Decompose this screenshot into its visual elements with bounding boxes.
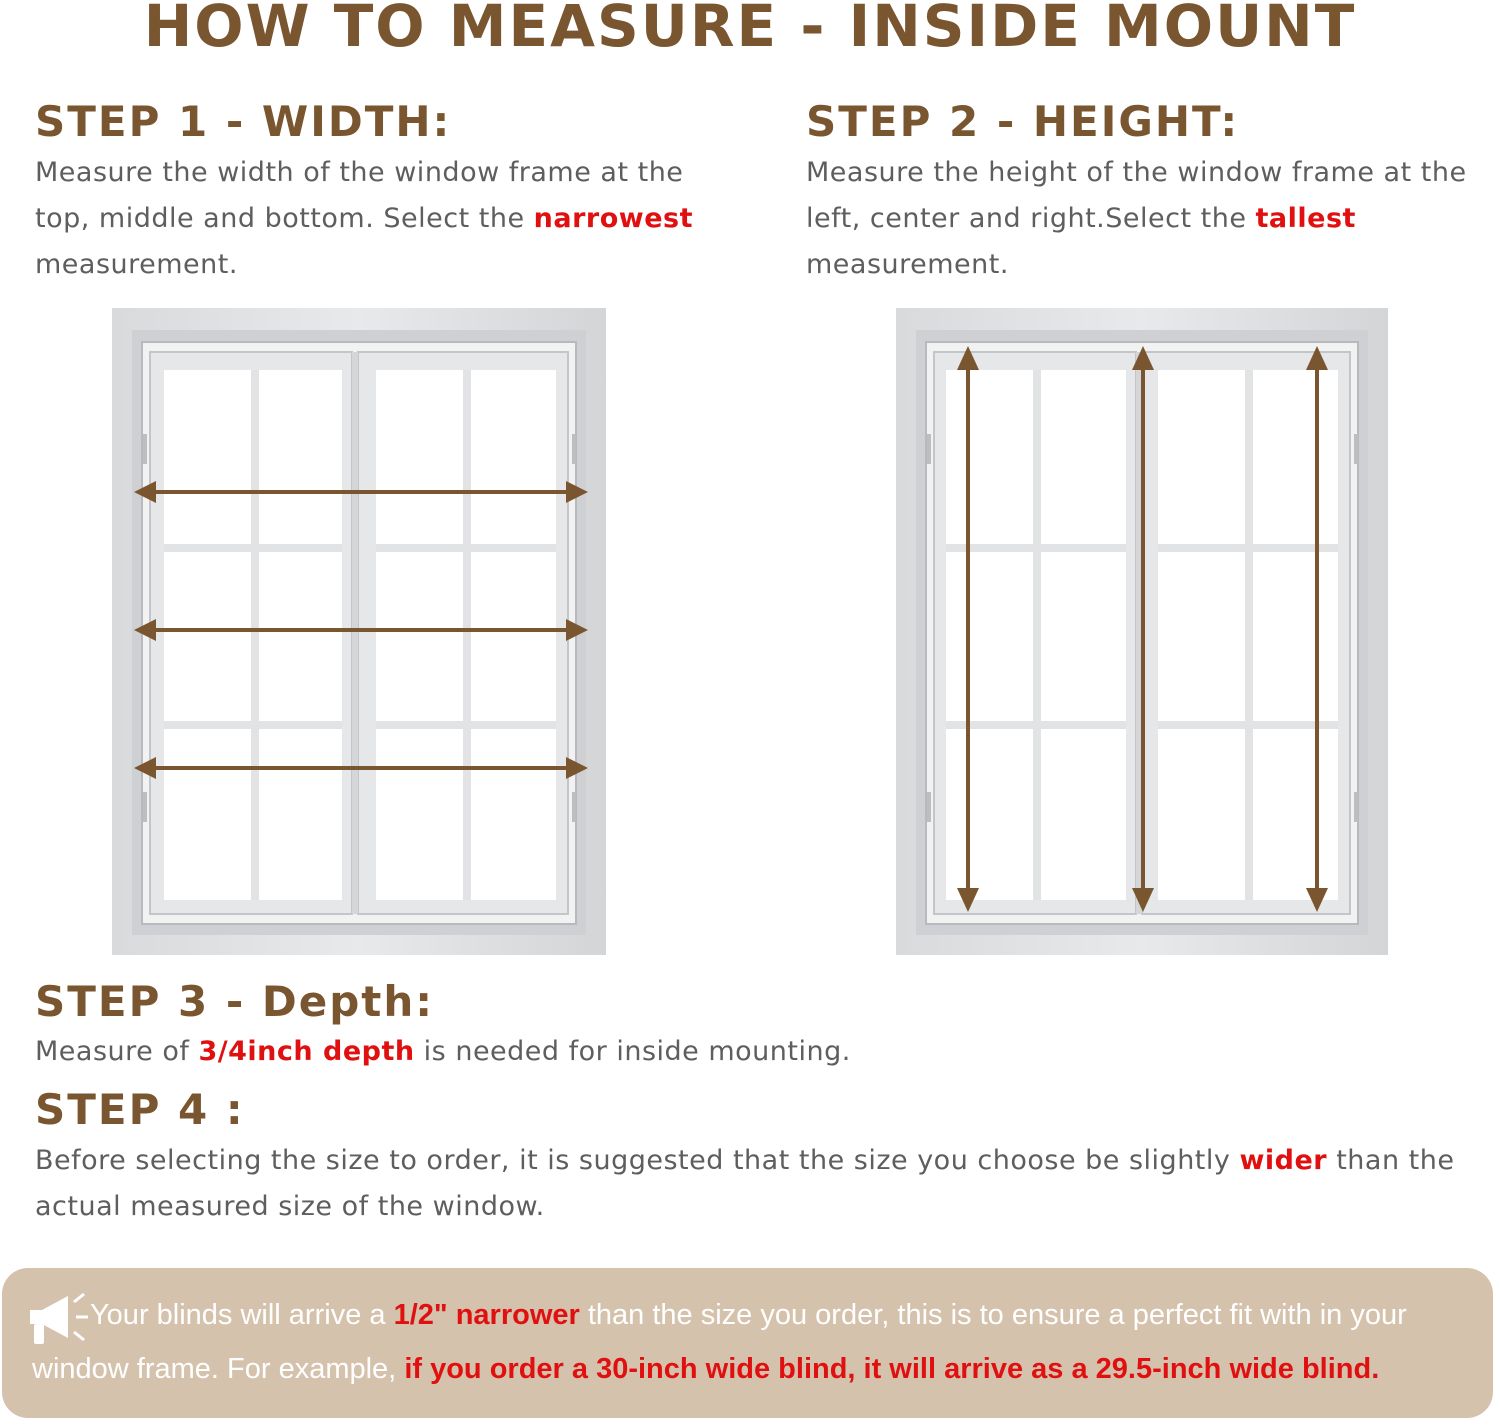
- step4-highlight: wider: [1239, 1145, 1328, 1176]
- note-highlight-a: 1/2" narrower: [393, 1299, 580, 1331]
- step3-text-b: is needed for inside mounting.: [414, 1036, 851, 1067]
- right-muntin-h2: [376, 721, 556, 729]
- note-box: [2, 1268, 1493, 1418]
- step1-description: [35, 150, 735, 288]
- right-muntin-h1: [376, 544, 556, 552]
- right-muntin-v: [1245, 370, 1253, 900]
- window-height-illustration: [896, 308, 1388, 955]
- note-highlight-b: if you order a 30-inch wide blind, it will arrive as a 29.5-inch wide blind.: [404, 1353, 1380, 1385]
- step3-description: [35, 1029, 1335, 1075]
- left-muntin-h2: [164, 721, 342, 729]
- left-muntin-h2: [946, 721, 1126, 729]
- step3-heading: STEP 3 - Depth:: [35, 977, 435, 1026]
- page-title: HOW TO MEASURE - INSIDE MOUNT: [143, 0, 1357, 60]
- right-muntin-v: [463, 370, 471, 900]
- step1-heading: STEP 1 - WIDTH:: [35, 97, 452, 146]
- note-text: [32, 1288, 1482, 1396]
- right-muntin-h2: [1158, 721, 1338, 729]
- left-muntin-v: [1033, 370, 1041, 900]
- step2-description: [806, 150, 1486, 288]
- note-text-b: than the size you order, this is to ensure a perfect fit with in your window frame. For example,: [32, 1299, 1407, 1385]
- step2-heading: STEP 2 - HEIGHT:: [806, 97, 1240, 146]
- step4-text-a: Before selecting the size to order, it is suggested that the size you choose be slightly: [35, 1145, 1240, 1176]
- step2-highlight: tallest: [1255, 203, 1356, 234]
- step2-text-a: Measure the height of the window frame at the left, center and right.Select the: [806, 157, 1467, 234]
- left-muntin-v: [251, 370, 259, 900]
- step3-highlight: 3/4inch depth: [198, 1036, 415, 1067]
- step1-text-a: Measure the width of the window frame at the top, middle and bottom. Select the: [35, 157, 684, 234]
- left-muntin-h1: [164, 544, 342, 552]
- left-muntin-h1: [946, 544, 1126, 552]
- step3-text-a: Measure of: [35, 1036, 199, 1067]
- center-mullion: [352, 352, 358, 914]
- note-text-a: Your blinds will arrive a: [90, 1299, 394, 1331]
- step4-text-b: than the actual measured size of the window.: [35, 1145, 1455, 1222]
- step2-text-b: measurement.: [806, 249, 1009, 280]
- step1-text-b: measurement.: [35, 249, 238, 280]
- step4-heading: STEP 4 :: [35, 1085, 245, 1134]
- step1-highlight: narrowest: [533, 203, 694, 234]
- window-width-illustration: [112, 308, 606, 955]
- right-muntin-h1: [1158, 544, 1338, 552]
- step4-description: [35, 1138, 1475, 1230]
